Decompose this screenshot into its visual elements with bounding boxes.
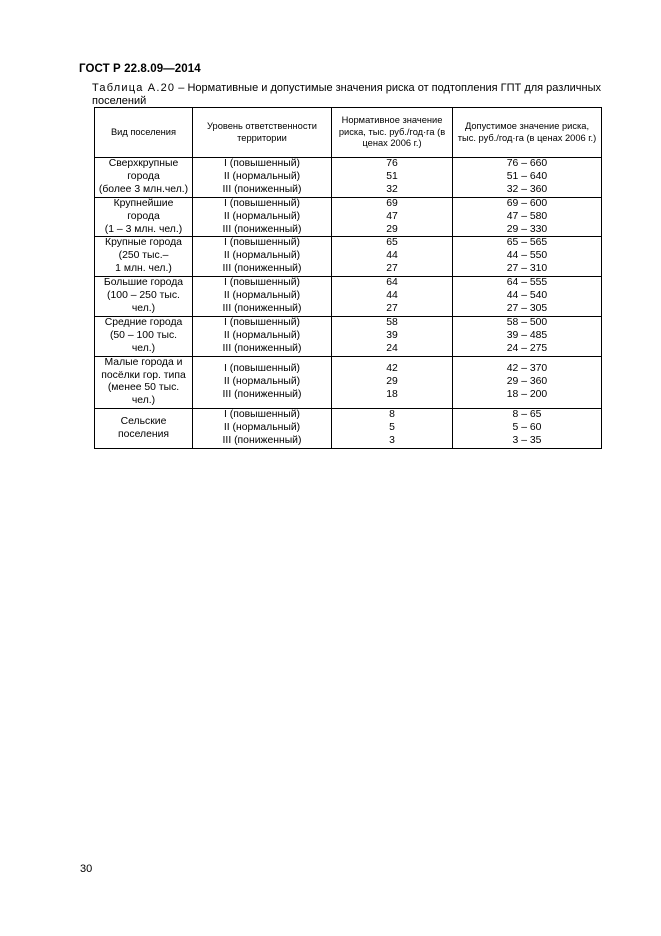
cell-settlement-type-line: Малые города и (104, 356, 183, 368)
cell-responsibility-level-line: III (пониженный) (222, 435, 302, 447)
cell-normative-value-line: 5 (389, 422, 395, 434)
header-settlement-type: Вид поселения (95, 108, 193, 158)
cell-responsibility-level-line: III (пониженный) (222, 183, 302, 195)
cell-responsibility-level (193, 356, 332, 409)
cell-settlement-type-line: города (127, 210, 160, 222)
cell-allowable-value-line: 18 – 200 (506, 388, 548, 400)
cell-normative-value-line: 44 (386, 290, 398, 302)
header-normative-value: Нормативное значение риска, тыс. руб./год·га (в ценах 2006 г.) (332, 108, 453, 158)
cell-responsibility-level-line: I (повышенный) (224, 363, 300, 375)
cell-allowable-value (453, 277, 602, 317)
cell-allowable-value-line: 44 – 550 (506, 250, 548, 262)
cell-allowable-value (453, 409, 602, 449)
cell-settlement-type-line: (1 – 3 млн. чел.) (104, 223, 183, 235)
cell-responsibility-level-line: III (пониженный) (222, 342, 302, 354)
cell-responsibility-level-line: III (пониженный) (222, 263, 302, 275)
cell-normative-value-line: 32 (386, 183, 398, 195)
cell-allowable-value (453, 197, 602, 237)
cell-normative-value-line: 65 (386, 237, 398, 249)
cell-settlement-type-line: (250 тыс.– (118, 250, 169, 262)
cell-normative-value-line: 27 (386, 263, 398, 275)
table-row (95, 356, 602, 409)
cell-settlement-type-line: чел.) (131, 342, 156, 354)
risk-values-table (94, 107, 602, 449)
cell-allowable-value-line: 5 – 60 (512, 422, 542, 434)
cell-responsibility-level-line: II (нормальный) (223, 329, 301, 341)
cell-allowable-value-line: 3 – 35 (512, 435, 542, 447)
cell-allowable-value-line: 65 – 565 (506, 237, 548, 249)
cell-settlement-type-line: Сверхкрупные (108, 158, 179, 169)
table-row (95, 316, 602, 356)
table-row (95, 158, 602, 198)
cell-allowable-value (453, 316, 602, 356)
cell-settlement-type-line: чел.) (131, 302, 156, 314)
cell-allowable-value-line: 76 – 660 (506, 158, 548, 169)
cell-allowable-value-line: 58 – 500 (506, 316, 548, 328)
cell-responsibility-level-line: II (нормальный) (223, 170, 301, 182)
cell-responsibility-level-line: I (повышенный) (224, 316, 300, 328)
cell-responsibility-level-line: II (нормальный) (223, 290, 301, 302)
cell-responsibility-level-line: I (повышенный) (224, 237, 300, 249)
cell-allowable-value-line: 29 – 360 (506, 375, 548, 387)
header-responsibility-level: Уровень ответственности территории (193, 108, 332, 158)
cell-settlement-type-line: (более 3 млн.чел.) (98, 183, 189, 195)
cell-settlement-type-line: Крупные города (105, 237, 182, 249)
cell-settlement-type-line: 1 млн. чел.) (115, 263, 172, 275)
cell-allowable-value-line: 39 – 485 (506, 329, 548, 341)
table-body (95, 158, 602, 449)
cell-settlement-type (95, 237, 193, 277)
cell-normative-value-line: 29 (386, 375, 398, 387)
cell-responsibility-level-line: II (нормальный) (223, 210, 301, 222)
cell-responsibility-level-line: II (нормальный) (223, 375, 301, 387)
cell-settlement-type (95, 409, 193, 449)
cell-responsibility-level (193, 409, 332, 449)
cell-settlement-type (95, 158, 193, 198)
cell-settlement-type-line: Крупнейшие (113, 197, 174, 209)
cell-settlement-type (95, 356, 193, 409)
header-allowable-value: Допустимое значение риска, тыс. руб./год·га (в ценах 2006 г.) (453, 108, 602, 158)
cell-allowable-value-line: 24 – 275 (506, 342, 548, 354)
cell-settlement-type (95, 277, 193, 317)
cell-normative-value-line: 69 (386, 197, 398, 209)
page-number: 30 (80, 863, 93, 875)
cell-responsibility-level-line: II (нормальный) (223, 422, 301, 434)
table-caption-label: Таблица А.20 (92, 82, 176, 94)
cell-settlement-type-line: поселения (117, 428, 170, 440)
cell-allowable-value (453, 356, 602, 409)
cell-responsibility-level-line: III (пониженный) (222, 302, 302, 314)
cell-normative-value-line: 51 (386, 170, 398, 182)
cell-normative-value (332, 277, 453, 317)
cell-allowable-value-line: 64 – 555 (506, 277, 548, 289)
table-row (95, 277, 602, 317)
cell-settlement-type-line: Большие города (103, 277, 184, 289)
cell-normative-value-line: 18 (386, 388, 398, 400)
cell-settlement-type-line: города (127, 170, 160, 182)
cell-allowable-value (453, 158, 602, 198)
table-row (95, 237, 602, 277)
cell-responsibility-level-line: I (повышенный) (224, 409, 300, 421)
cell-allowable-value-line: 27 – 305 (506, 302, 548, 314)
cell-allowable-value-line: 44 – 540 (506, 290, 548, 302)
cell-settlement-type-line: чел.) (131, 395, 156, 407)
cell-normative-value-line: 47 (386, 210, 398, 222)
cell-allowable-value-line: 29 – 330 (506, 223, 548, 235)
cell-normative-value (332, 197, 453, 237)
cell-settlement-type (95, 197, 193, 237)
cell-allowable-value (453, 237, 602, 277)
cell-responsibility-level (193, 197, 332, 237)
cell-normative-value-line: 64 (386, 277, 398, 289)
cell-settlement-type-line: (50 – 100 тыс. (109, 329, 178, 341)
cell-responsibility-level-line: III (пониженный) (222, 223, 302, 235)
cell-normative-value-line: 24 (386, 342, 398, 354)
cell-normative-value-line: 3 (389, 435, 395, 447)
cell-normative-value-line: 39 (386, 329, 398, 341)
cell-allowable-value-line: 27 – 310 (506, 263, 548, 275)
table-row (95, 409, 602, 449)
cell-responsibility-level-line: III (пониженный) (222, 388, 302, 400)
cell-responsibility-level (193, 237, 332, 277)
document-header: ГОСТ Р 22.8.09—2014 (79, 63, 201, 75)
table-header-row (95, 108, 602, 158)
cell-normative-value-line: 44 (386, 250, 398, 262)
cell-normative-value (332, 316, 453, 356)
cell-normative-value (332, 237, 453, 277)
cell-allowable-value-line: 42 – 370 (506, 363, 548, 375)
cell-allowable-value-line: 69 – 600 (506, 197, 548, 209)
cell-allowable-value-line: 51 – 640 (506, 170, 548, 182)
cell-normative-value-line: 42 (386, 363, 398, 375)
cell-normative-value-line: 27 (386, 302, 398, 314)
cell-normative-value-line: 29 (386, 223, 398, 235)
table-caption-text: – Нормативные и допустимые значения риска от подтопления ГПТ для различных поселений (92, 82, 601, 107)
cell-responsibility-level-line: I (повышенный) (224, 158, 300, 169)
cell-settlement-type-line: (менее 50 тыс. (107, 382, 180, 394)
cell-normative-value-line: 8 (389, 409, 395, 421)
cell-allowable-value-line: 47 – 580 (506, 210, 548, 222)
cell-settlement-type-line: (100 – 250 тыс. (107, 290, 180, 302)
table-caption (92, 82, 612, 108)
cell-responsibility-level (193, 316, 332, 356)
table-row (95, 197, 602, 237)
cell-normative-value (332, 409, 453, 449)
cell-responsibility-level-line: II (нормальный) (223, 250, 301, 262)
cell-responsibility-level-line: I (повышенный) (224, 277, 300, 289)
cell-responsibility-level (193, 158, 332, 198)
cell-allowable-value-line: 32 – 360 (506, 183, 548, 195)
cell-normative-value-line: 76 (386, 158, 398, 169)
cell-responsibility-level-line: I (повышенный) (224, 197, 300, 209)
cell-allowable-value-line: 8 – 65 (512, 409, 542, 421)
cell-responsibility-level (193, 277, 332, 317)
cell-normative-value (332, 356, 453, 409)
cell-settlement-type-line: посёлки гор. типа (101, 369, 186, 381)
cell-settlement-type-line: Сельские (120, 415, 167, 427)
cell-normative-value (332, 158, 453, 198)
cell-normative-value-line: 58 (386, 316, 398, 328)
cell-settlement-type-line: Средние города (104, 316, 183, 328)
cell-settlement-type (95, 316, 193, 356)
